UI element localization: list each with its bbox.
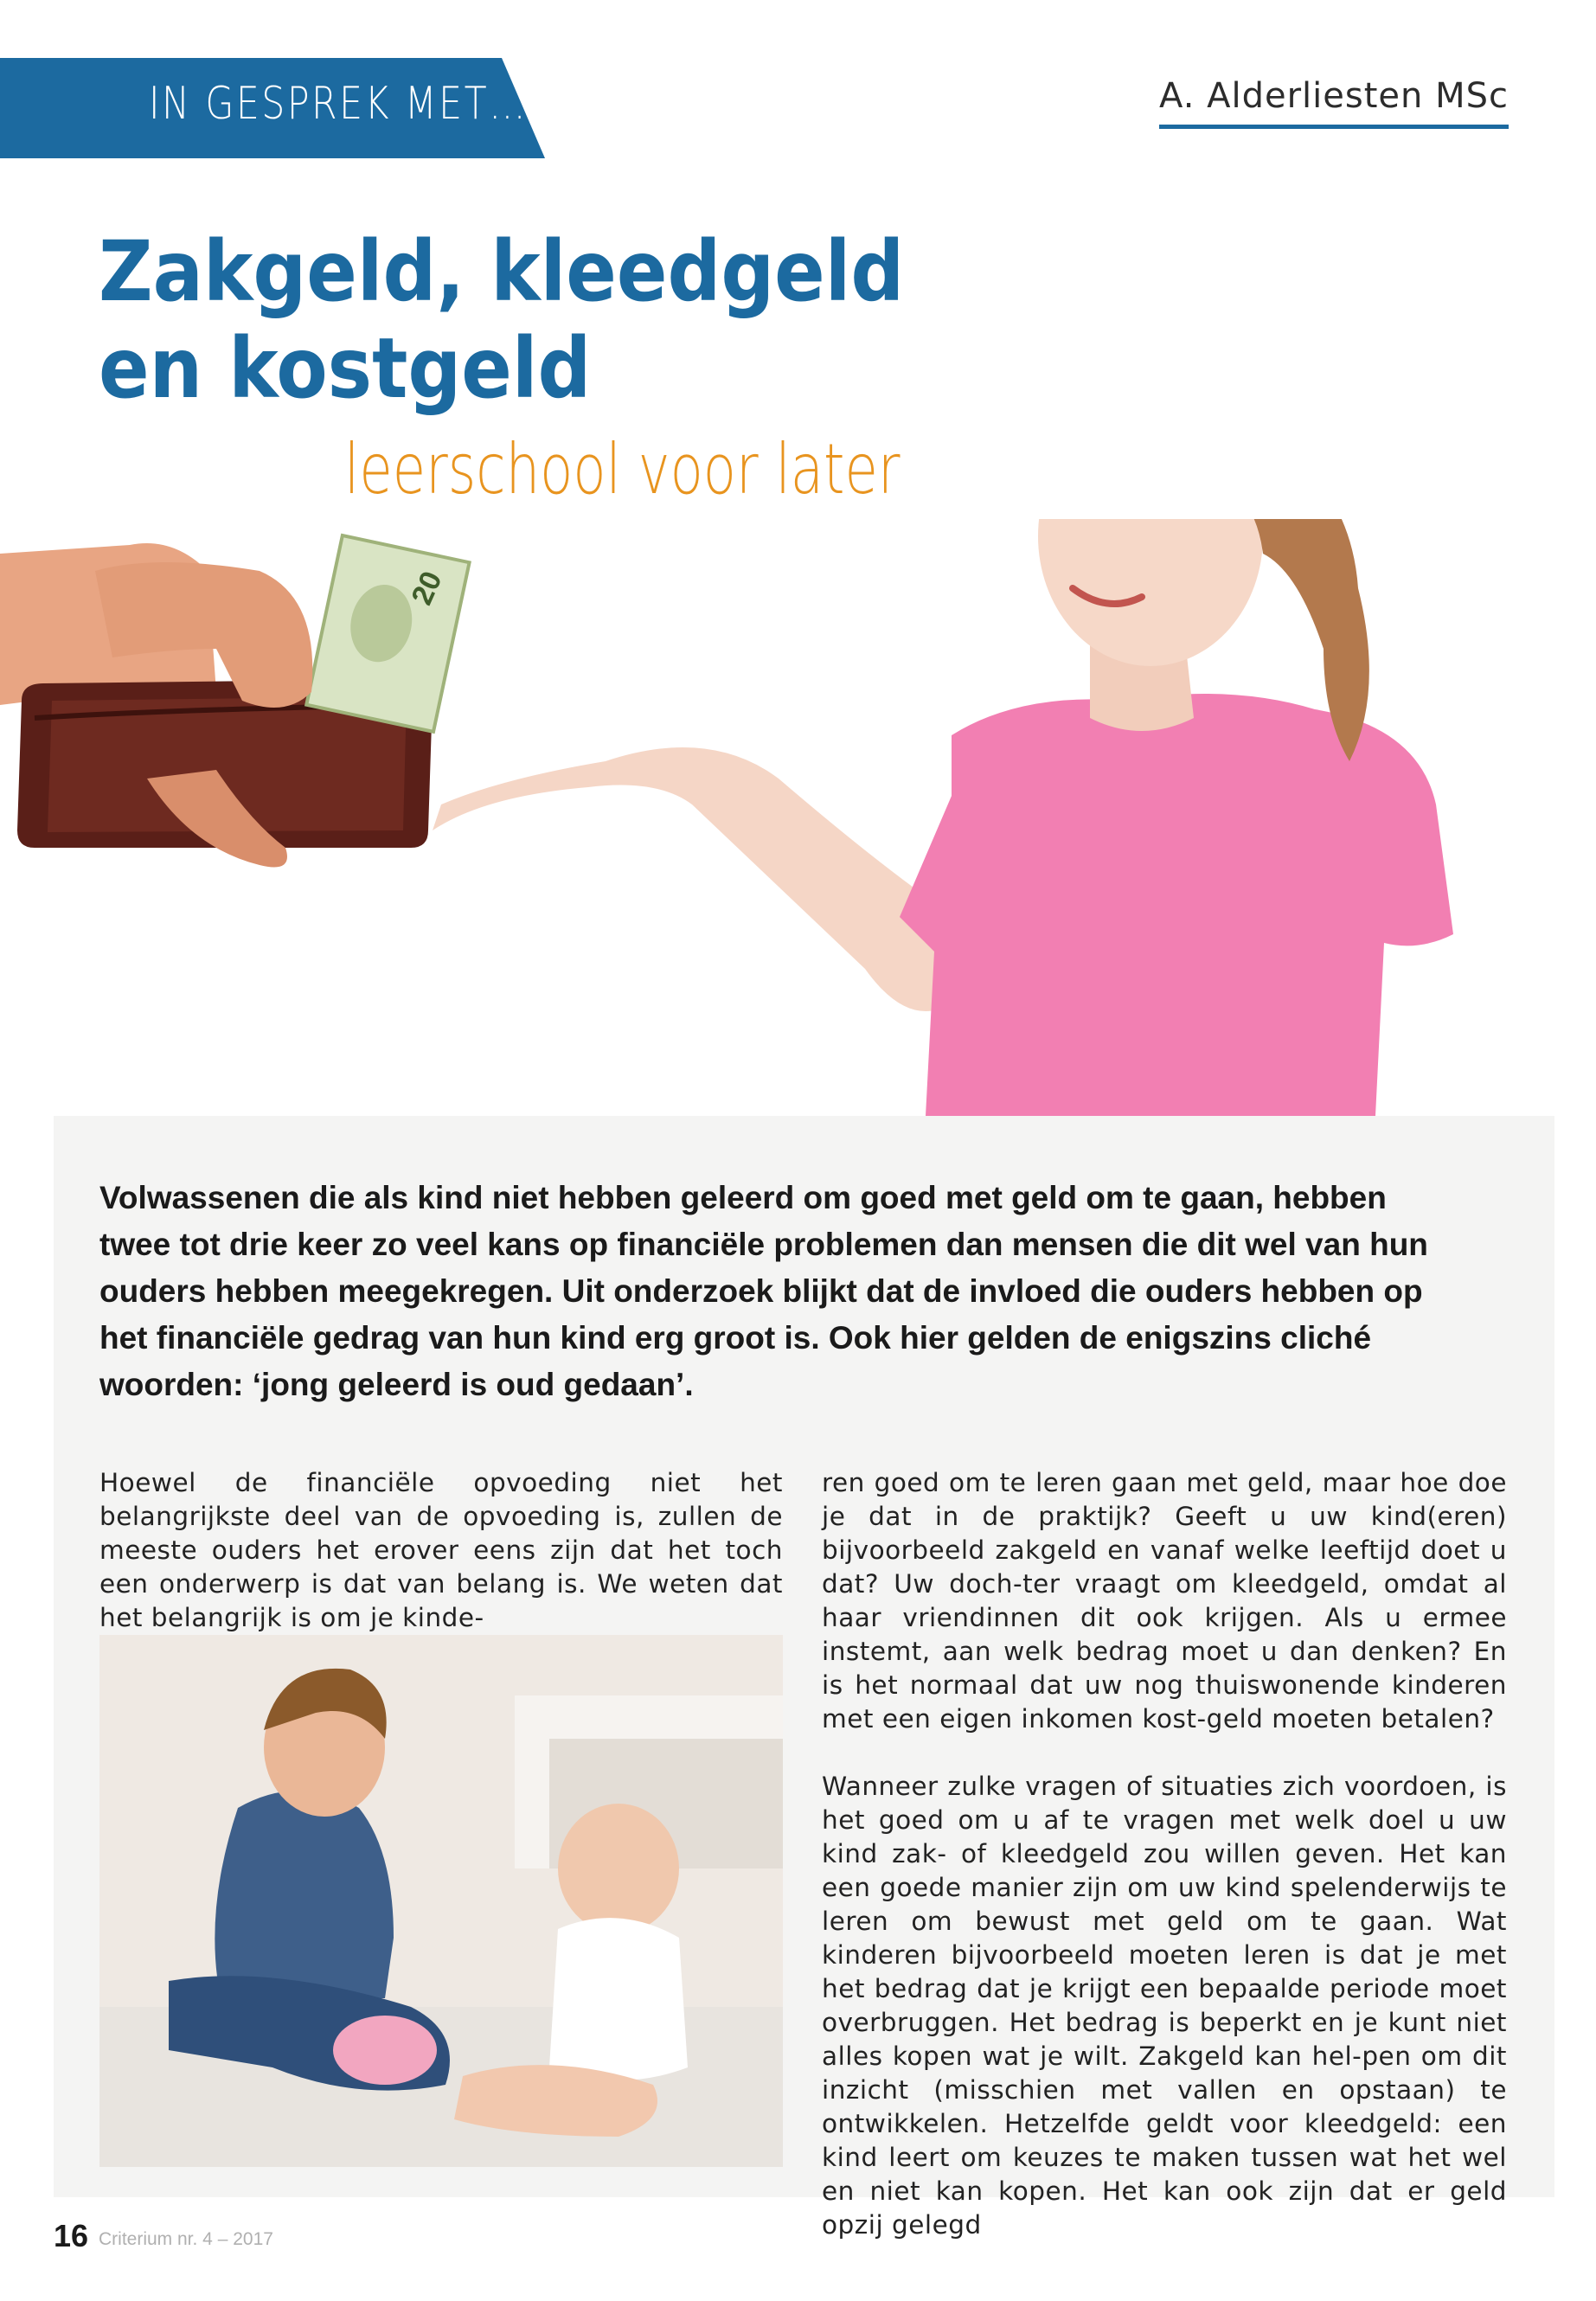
article-column-2 (822, 1466, 1507, 2242)
title-line-2: en kostgeld (99, 320, 592, 417)
hero-image (0, 519, 1596, 1116)
author-name: A. Alderliesten MSc (1159, 76, 1509, 129)
title-line-1: Zakgeld, kleedgeld (99, 223, 905, 320)
baby-body (549, 1918, 688, 2080)
piggy-bank-icon (333, 2016, 437, 2085)
baby-head (558, 1804, 679, 1933)
child-face (1038, 519, 1263, 666)
banknote-value: 20 (405, 566, 449, 610)
child-shirt (900, 694, 1453, 1116)
page-number: 16 (54, 2218, 89, 2253)
father-baby-photo (99, 1635, 783, 2167)
section-label: IN GESPREK MET… (149, 78, 529, 130)
article-subtitle: leerschool voor later (344, 429, 901, 510)
column-1-paragraph: Hoewel de financiële opvoeding niet het belangrijkste deel van de opvoeding is, zullen de meeste ouders het erover eens zijn dat het toch een onderwerp is dat van belang is. We weten dat het belangrijk is om je kinde- (99, 1468, 783, 1632)
article-intro: Volwassenen die als kind niet hebben geleerd om goed met geld om te gaan, hebben twee tot drie keer zo veel kans op financiële problemen dan mensen die dit wel van hun ouders hebben meegekregen. Uit onderzoek blijkt dat de invloed die ouders hebben op het financiële gedrag van hun kind erg groot is. Ook hier gelden de enigszins cliché woorden: ‘jong geleerd is oud gedaan’. (99, 1180, 1428, 1402)
column-2-paragraph-1: ren goed om te leren gaan met geld, maar hoe doe je dat in de praktijk? Geeft u uw kind(eren) bijvoorbeeld zakgeld en vanaf welke leeftijd doet u dat? Uw doch-ter vraagt om kleedgeld, omdat al haar vriendinnen dit ook krijgen. Als u ermee instemt, aan welk bedrag moet u dan denken? En is het normaal dat uw nog thuiswonende kinderen met een eigen inkomen kost-geld moeten betalen? (822, 1468, 1507, 1734)
column-2-paragraph-2: Wanneer zulke vragen of situaties zich voordoen, is het goed om u af te vragen met welk doel u uw kind zak- of kleedgeld zou willen geven. Het kan een goede manier zijn om uw kind spelenderwijs te leren om bewust met geld om te gaan. Wat kinderen bijvoorbeeld moeten leren is dat je met het bedrag dat je krijgt een bepaalde periode moet overbruggen. Het bedrag is beperkt en je kunt niet alles kopen wat je wilt. Zakgeld kan hel-pen om dit inzicht (misschien met vallen en opstaan) te ontwikkelen. Hetzelfde geldt voor kleedgeld: een kind leert om keuzes te maken tussen wat het wel en niet kan kopen. Het kan ook zijn dat er geld opzij gelegd (822, 1772, 1507, 2240)
father-shirt (215, 1791, 394, 1998)
article-column-1 (99, 1466, 783, 1635)
magazine-issue: Criterium nr. 4 – 2017 (99, 2229, 273, 2249)
child-arm (433, 747, 969, 1011)
banknote-icon (306, 535, 469, 732)
article-title (99, 223, 904, 417)
